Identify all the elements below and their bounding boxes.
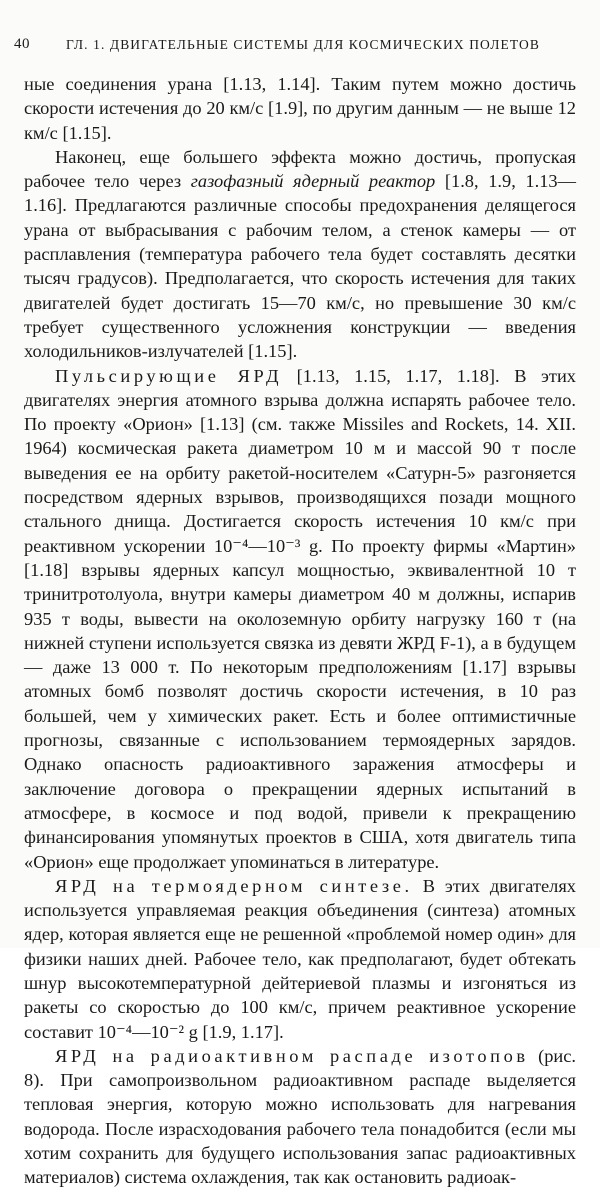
page-number: 40 — [14, 36, 30, 52]
paragraph-text: [1.8, 1.9, 1.13— 1.16]. Предлагаются различные способы предохранения делящегося урана от выбрасывания с рабочим телом, а стенок камеры — от расплавления (температура рабочего тела будет составлять десятки тысяч градусов). Предполагается, что скорость истечения для таких двигателей будет достигать 15—70 км/с, но превышение 30 км/с требует существенного усложнения конструкции — введения холодильников-излучателей [1.15]. — [24, 171, 577, 362]
paragraph-text: (рис. 8). При самопроизвольном радиоактивном распаде выделяется тепловая энергия, которую можно использовать для нагревания водорода. После израсходования рабочего тела понадобится (если мы хотим сохранить для будущего использования запас радиоактивных материалов) система охлаждения, так как остановить радиоак- — [24, 1045, 576, 1188]
paragraph-pulsed-nre — [24, 364, 576, 874]
paragraph-continuation — [24, 72, 576, 145]
section-heading: Пульсирующие ЯРД — [55, 365, 283, 386]
section-heading: ЯРД на радиоактивном распаде изотопов — [55, 1045, 529, 1066]
paragraph-text: В этих двигателях используется управляемая реакция объединения (синтеза) атомных ядер, которая является еще не решенной «проблемой номер один» для физики наших дней. Рабочее тело, как предполагают, будет обтекать шнур высокотемпературной дейтериевой плазмы и изгоняться из ракеты со скоростью до 100 км/с, причем реактивное ускорение составит 10⁻⁴—10⁻² g [1.9, 1.17]. — [24, 875, 576, 1042]
paragraph-fusion-nre — [24, 874, 576, 1044]
paragraph-text: [1.13, 1.15, 1.17, 1.18]. В этих двигателях энергия атомного взрыва должна испарять рабочее тело. По проекту «Орион» [1.13] (см. также Missiles and Rockets, 14. XII. 1964) космическая ракета диаметром 10 м и массой 90 т после выведения ее на орбиту ракетой-носителем «Сатурн-5» разгоняется посредством ядерных взрывов, производящихся позади мощного стального днища. Достигается скорость истечения 10 км/с при реактивном ускорении 10⁻⁴—10⁻³ g. По проекту фирмы «Мартин» [1.18] взрывы ядерных капсул мощностью, эквивалентной 10 т тринитротолуола, внутри камеры диаметром 40 м должны, испарив 935 т воды, вывести на околоземную орбиту нагрузку 160 т (на нижней ступени используется связка из девяти ЖРД F-1), а в будущем — даже 13 000 т. По некоторым предположениям [1.17] взрывы атомных бомб позволят достичь скорости истечения, в 10 раз большей, чем у химических ракет. Есть и более оптимистичные прогнозы, связанные с использованием термоядерных зарядов. Однако опасность радиоактивного заражения атмосферы и заключение договора о прекращении ядерных испытаний в атмосфере, в космосе и под водой, привели к прекращению финансирования упомянутых проектов в США, хотя двигатель типа «Орион» еще продолжает упоминаться в литературе. — [24, 365, 576, 872]
section-heading: ЯРД на термоядерном синтезе. — [55, 875, 413, 896]
paragraph-isotope-nre — [24, 1044, 576, 1190]
chapter-title: ГЛ. 1. ДВИГАТЕЛЬНЫЕ СИСТЕМЫ ДЛЯ КОСМИЧЕСКИХ ПОЛЕТОВ — [66, 37, 540, 52]
paragraph-text: Наконец, еще большего эффекта можно достичь, пропуская рабочее тело через — [24, 146, 576, 192]
body-text — [24, 72, 576, 1190]
running-header — [14, 36, 574, 56]
paragraph-gas-phase-reactor — [24, 145, 576, 364]
paragraph-text: ные соединения урана [1.13, 1.14]. Таким путем можно достичь скорости истечения до 20 км/с [1.9], по другим данным — не выше 12 км/с [1.15]. — [24, 74, 576, 143]
italic-term: газофазный ядерный реактор — [190, 171, 436, 192]
